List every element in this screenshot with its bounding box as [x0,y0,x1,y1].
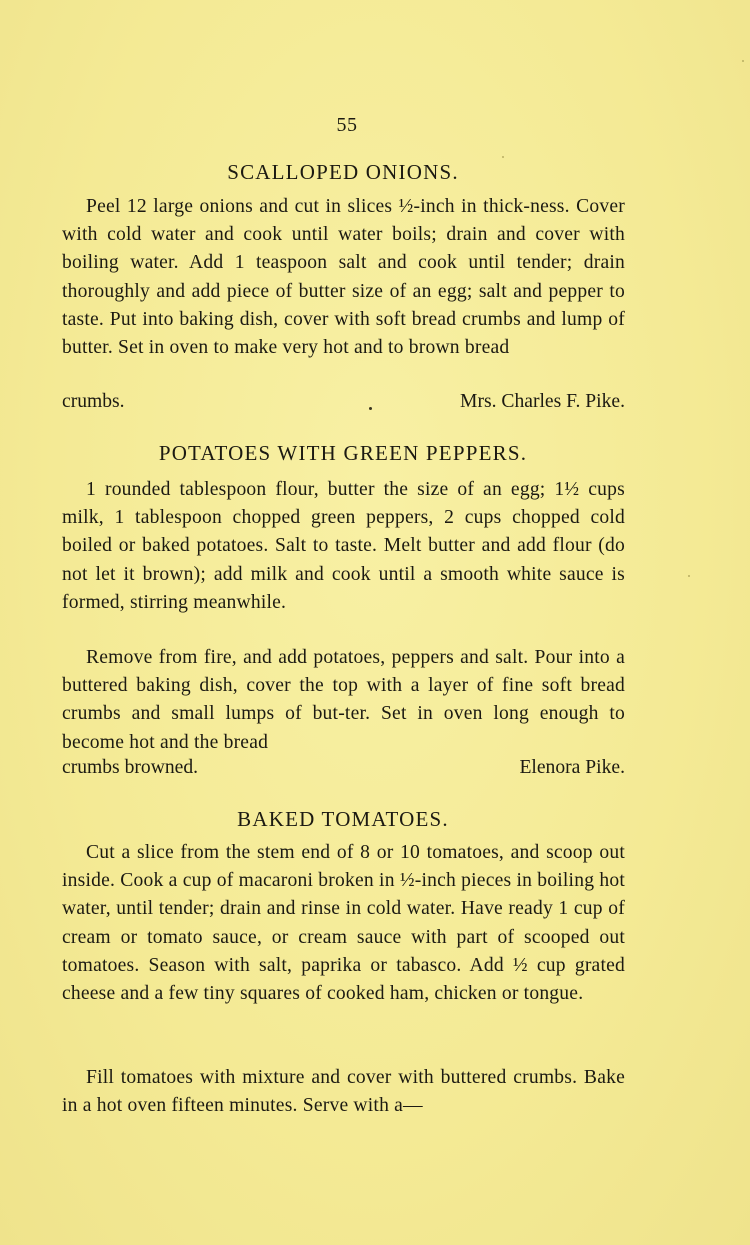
recipe-paragraph-tomatoes-1 [62,839,625,1008]
recipe-paragraph-text: Remove from fire, and add potatoes, peppers and salt. Pour into a buttered baking dish, cover the top with a layer of fine soft bread crumbs and small lumps of but-ter. Set in oven long enough to become hot and the bread [62,647,625,753]
recipe-paragraph-text: Peel 12 large onions and cut in slices ½-inch in thick-ness. Cover with cold water and cook until water boils; drain and cover with boiling water. Add 1 teaspoon salt and cook until tender; drain thoroughly and add piece of butter size of an egg; salt and pepper to taste. Put into baking dish, cover with soft bread crumbs and lump of butter. Set in oven to make very hot and to brown bread [62,196,625,359]
signature-line-scalloped-onions [62,391,625,419]
recipe-paragraph-scalloped-onions [62,193,625,362]
signature-line-potatoes [62,757,625,785]
recipe-title-scalloped-onions: SCALLOPED ONIONS. [227,160,459,184]
recipe-paragraph-text: Fill tomatoes with mixture and cover with buttered crumbs. Bake in a hot oven fifteen minutes. Serve with a— [62,1067,625,1117]
page-number: 55 [336,114,358,136]
paper-speck [688,575,690,577]
last-line-text: crumbs browned. [62,757,199,778]
recipe-author: Elenora Pike. [519,757,625,778]
recipe-paragraph-text: 1 rounded tablespoon flour, butter the size of an egg; 1½ cups milk, 1 tablespoon chopped green peppers, 2 cups chopped cold boiled or baked potatoes. Salt to taste. Melt butter and add flour (do not let it brown); add milk and cook until a smooth white sauce is formed, stirring meanwhile. [62,479,625,613]
recipe-paragraph-text: Cut a slice from the stem end of 8 or 10 tomatoes, and scoop out inside. Cook a cup of macaroni broken in ½-inch pieces in boiling hot water, until tender; drain and rinse in cold water. Have ready 1 cup of cream or tomato sauce, or cream sauce with part of scooped out tomatoes. Season with salt, paprika or tabasco. Add ½ cup grated cheese and a few tiny squares of cooked ham, chicken or tongue. [62,842,625,1005]
recipe-title-potatoes-green-peppers: POTATOES WITH GREEN PEPPERS. [158,441,528,465]
recipe-author: Mrs. Charles F. Pike. [460,391,625,412]
paper-speck [502,156,504,158]
recipe-paragraph-potatoes-1 [62,476,625,617]
recipe-paragraph-potatoes-2 [62,644,625,757]
ink-dot [369,407,372,410]
recipe-paragraph-tomatoes-2 [62,1064,625,1120]
recipe-title-baked-tomatoes: BAKED TOMATOES. [237,807,449,831]
last-line-text: crumbs. [62,391,125,412]
paper-speck [742,60,744,62]
